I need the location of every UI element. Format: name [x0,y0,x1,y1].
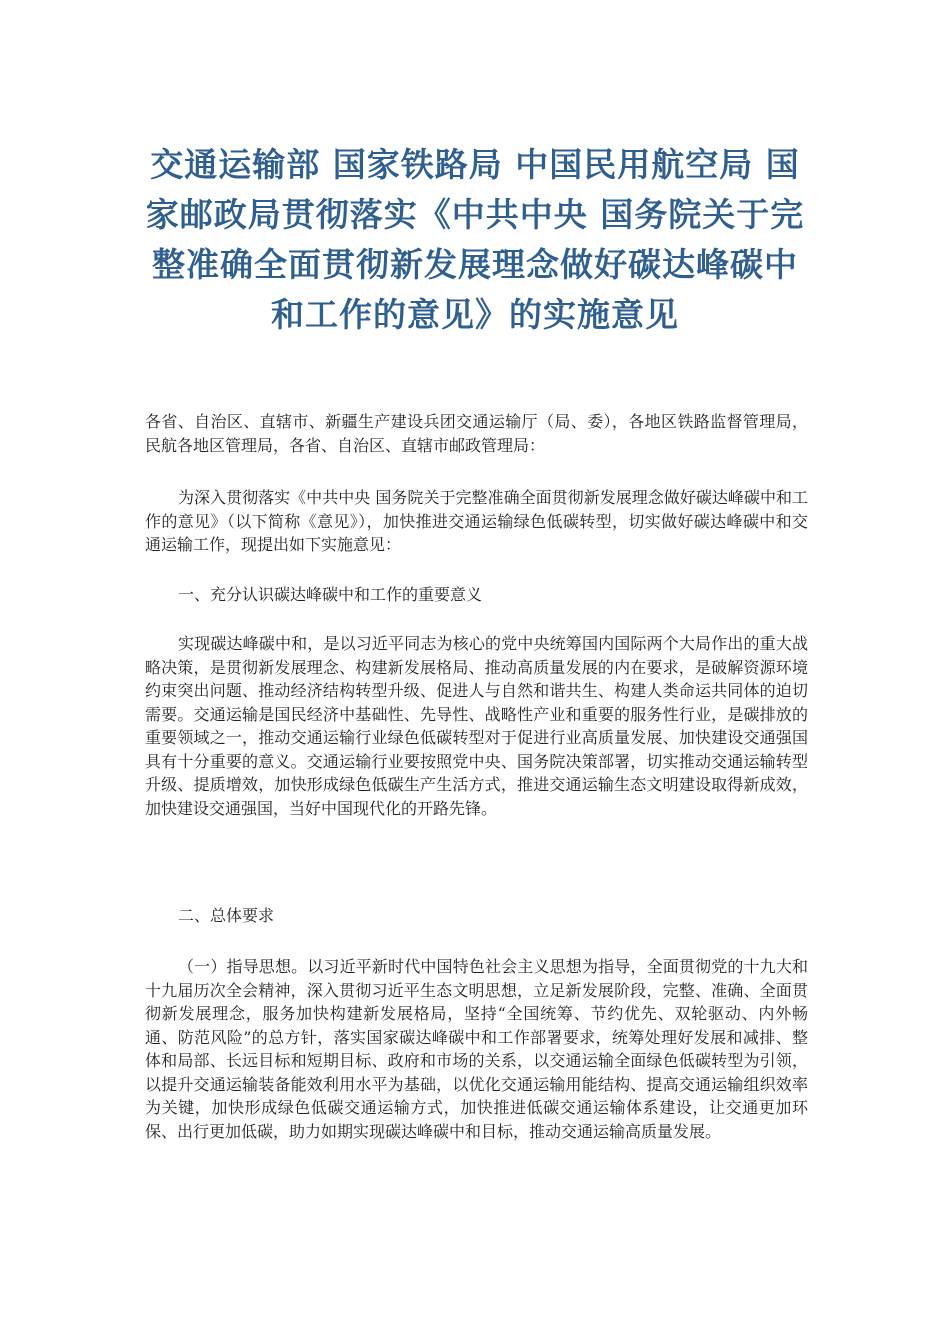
section-2-heading: 二、总体要求 [178,906,275,925]
document-title: 交通运输部 国家铁路局 中国民用航空局 国家邮政局贯彻落实《中共中央 国务院关于完整准确全面贯彻新发展理念做好碳达峰碳中和工作的意见》的实施意见 [145,145,805,334]
section-1-paragraph: 实现碳达峰碳中和，是以习近平同志为核心的党中央统筹国内国际两个大局作出的重大战略决策，是贯彻新发展理念、构建新发展格局、推动高质量发展的内在要求，是破解资源环境约束突出问题、推动经济结构转型升级、促进人与自然和谐共生、构建人类命运共同体的迫切需要。交通运输是国民经济中基础性、先导性、战略性产业和重要的服务性行业，是碳排放的重要领域之一，推动交通运输行业绿色低碳转型对于促进行业高质量发展、加快建设交通强国具有十分重要的意义。交通运输行业要按照党中央、国务院决策部署，切实推动交通运输转型升级、提质增效，加快形成绿色低碳生产生活方式，推进交通运输生态文明建设取得新成效，加快建设交通强国，当好中国现代化的开路先锋。 [145,634,808,818]
section-1-heading: 一、充分认识碳达峰碳中和工作的重要意义 [178,585,483,604]
section-2-paragraph: （一）指导思想。以习近平新时代中国特色社会主义思想为指导，全面贯彻党的十九大和十九届历次全会精神，深入贯彻习近平生态文明思想，立足新发展阶段，完整、准确、全面贯彻新发展理念，服务加快构建新发展格局，坚持“全国统筹、节约优先、双轮驱动、内外畅通、防范风险”的总方针，落实国家碳达峰碳中和工作部署要求，统筹处理好发展和减排、整体和局部、长远目标和短期目标、政府和市场的关系，以交通运输全面绿色低碳转型为引领，以提升交通运输装备能效利用水平为基础，以优化交通运输用能结构、提高交通运输组织效率为关键，加快形成绿色低碳交通运输方式，加快推进低碳交通运输体系建设，让交通更加环保、出行更加低碳，助力如期实现碳达峰碳中和目标，推动交通运输高质量发展。 [145,957,808,1141]
intro-paragraph: 为深入贯彻落实《中共中央 国务院关于完整准确全面贯彻新发展理念做好碳达峰碳中和工作的意见》（以下简称《意见》），加快推进交通运输绿色低碳转型，切实做好碳达峰碳中和交通运输工作，现提出如下实施意见： [145,488,808,554]
addressee-paragraph: 各省、自治区、直辖市、新疆生产建设兵团交通运输厅（局、委），各地区铁路监督管理局，民航各地区管理局，各省、自治区、直辖市邮政管理局： [145,412,808,455]
